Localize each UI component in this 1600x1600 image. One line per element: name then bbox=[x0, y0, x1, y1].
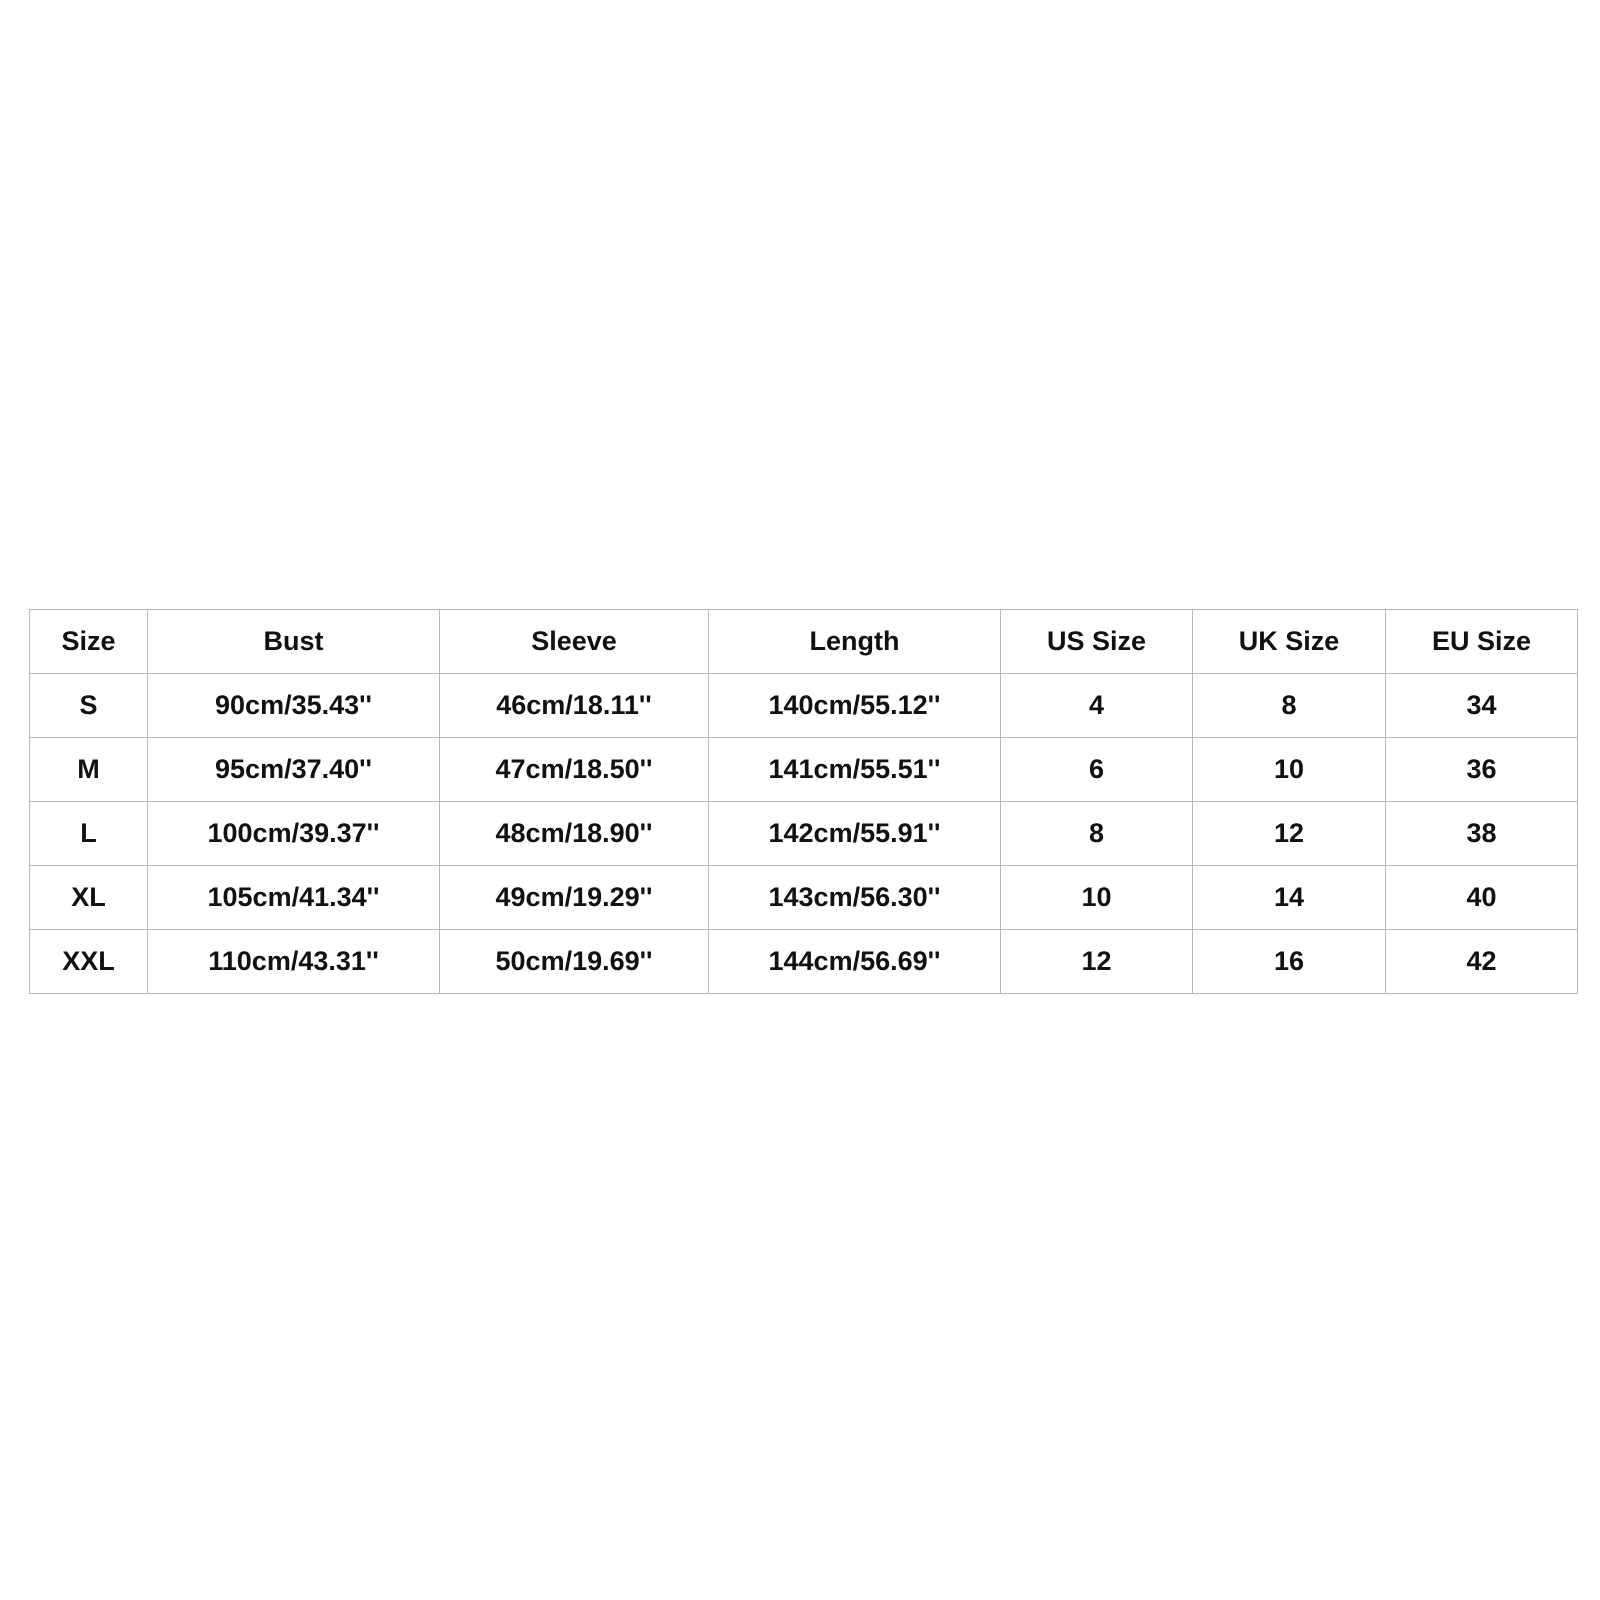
table-row bbox=[30, 802, 1578, 866]
table-cell: 142cm/55.91'' bbox=[709, 802, 1001, 866]
header-cell: UK Size bbox=[1193, 610, 1386, 674]
table-cell: 10 bbox=[1193, 738, 1386, 802]
header-cell: Size bbox=[30, 610, 148, 674]
size-chart-table bbox=[29, 609, 1578, 994]
table-cell: L bbox=[30, 802, 148, 866]
table-cell: 100cm/39.37'' bbox=[148, 802, 440, 866]
header-cell: Sleeve bbox=[440, 610, 709, 674]
header-cell: US Size bbox=[1001, 610, 1193, 674]
table-cell: 49cm/19.29'' bbox=[440, 866, 709, 930]
table-cell: 47cm/18.50'' bbox=[440, 738, 709, 802]
table-row bbox=[30, 930, 1578, 994]
table-cell: XL bbox=[30, 866, 148, 930]
table-cell: 50cm/19.69'' bbox=[440, 930, 709, 994]
table-cell: 144cm/56.69'' bbox=[709, 930, 1001, 994]
header-cell: Bust bbox=[148, 610, 440, 674]
table-cell: M bbox=[30, 738, 148, 802]
table-cell: 12 bbox=[1001, 930, 1193, 994]
table-cell: 38 bbox=[1386, 802, 1578, 866]
table-cell: 90cm/35.43'' bbox=[148, 674, 440, 738]
table-cell: 8 bbox=[1193, 674, 1386, 738]
table-cell: 12 bbox=[1193, 802, 1386, 866]
table-row bbox=[30, 738, 1578, 802]
table-cell: 8 bbox=[1001, 802, 1193, 866]
table-header-row bbox=[30, 610, 1578, 674]
header-cell: Length bbox=[709, 610, 1001, 674]
table-cell: 95cm/37.40'' bbox=[148, 738, 440, 802]
header-cell: EU Size bbox=[1386, 610, 1578, 674]
table-cell: 4 bbox=[1001, 674, 1193, 738]
table-cell: 6 bbox=[1001, 738, 1193, 802]
table-cell: 14 bbox=[1193, 866, 1386, 930]
table-cell: 40 bbox=[1386, 866, 1578, 930]
table-cell: S bbox=[30, 674, 148, 738]
table-cell: XXL bbox=[30, 930, 148, 994]
table-cell: 105cm/41.34'' bbox=[148, 866, 440, 930]
table-cell: 10 bbox=[1001, 866, 1193, 930]
table-cell: 42 bbox=[1386, 930, 1578, 994]
table-cell: 140cm/55.12'' bbox=[709, 674, 1001, 738]
table-cell: 46cm/18.11'' bbox=[440, 674, 709, 738]
table-cell: 48cm/18.90'' bbox=[440, 802, 709, 866]
table-cell: 143cm/56.30'' bbox=[709, 866, 1001, 930]
table-row bbox=[30, 866, 1578, 930]
table-cell: 110cm/43.31'' bbox=[148, 930, 440, 994]
table-row bbox=[30, 674, 1578, 738]
table-cell: 141cm/55.51'' bbox=[709, 738, 1001, 802]
table-cell: 36 bbox=[1386, 738, 1578, 802]
table-cell: 34 bbox=[1386, 674, 1578, 738]
table-cell: 16 bbox=[1193, 930, 1386, 994]
